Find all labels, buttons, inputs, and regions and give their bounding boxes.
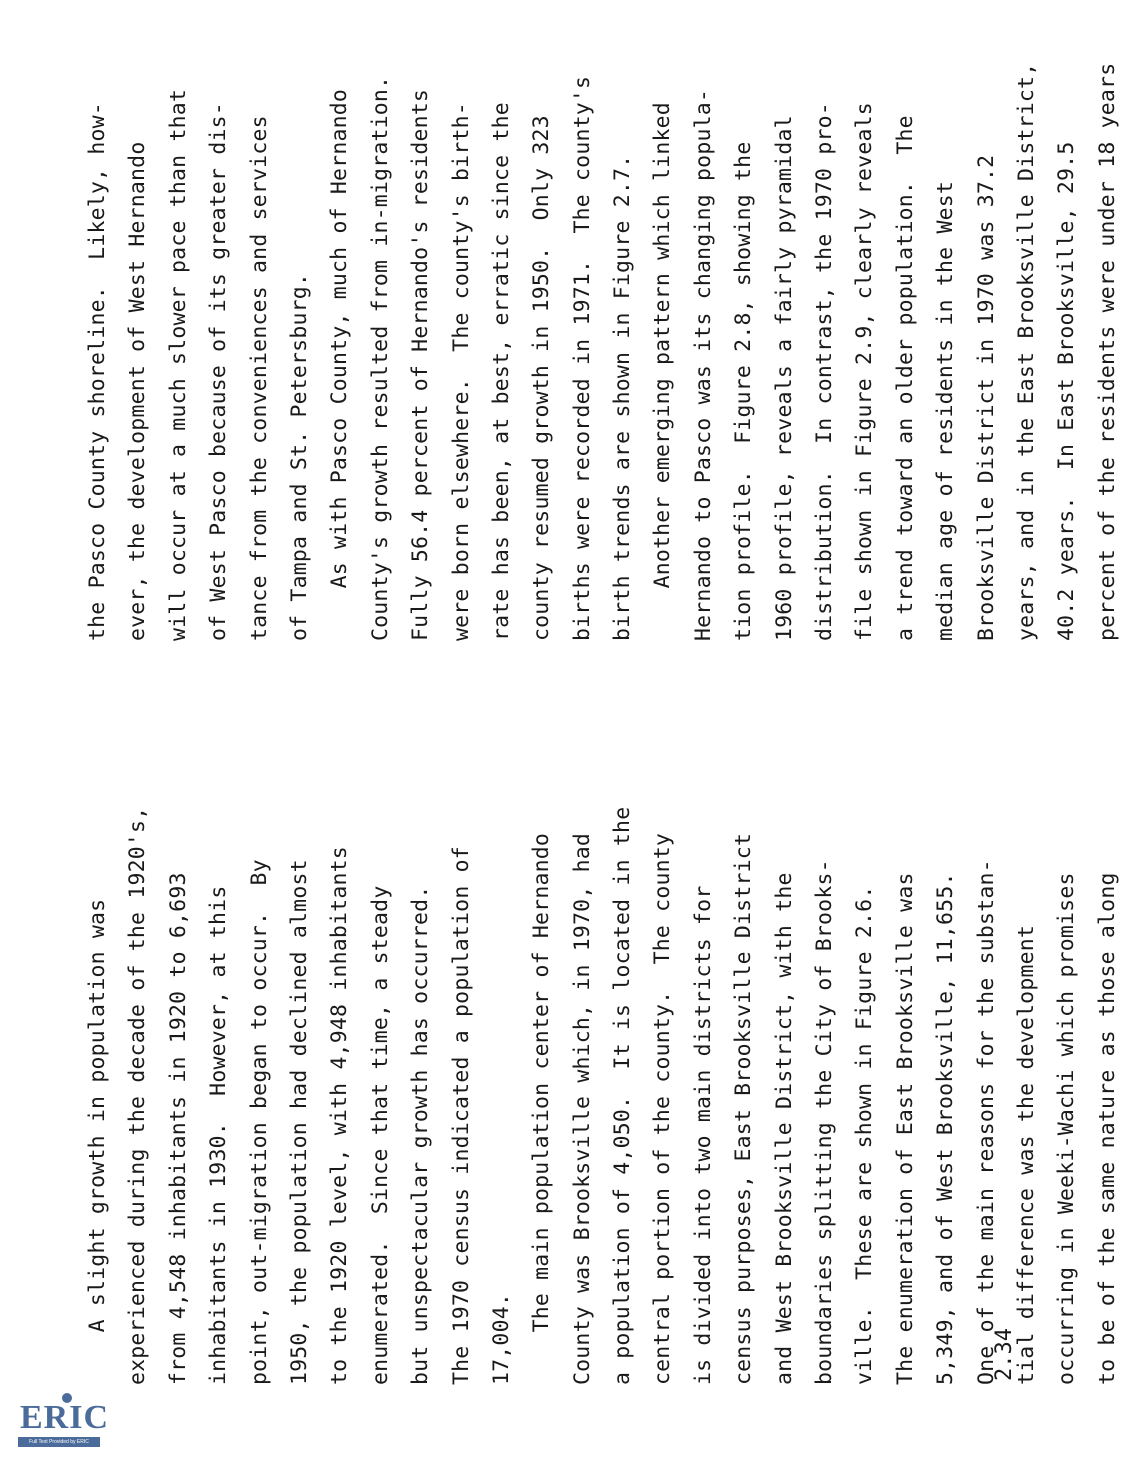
text-line: years, and in the East Brooksville District, bbox=[1013, 62, 1039, 641]
text-line: enumerated. Since that time, a steady bbox=[367, 885, 393, 1385]
text-line: ville. These are shown in Figure 2.6. bbox=[852, 885, 878, 1385]
text-line: were born elsewhere. The county's birth- bbox=[448, 102, 474, 641]
text-line: tion profile. Figure 2.8, showing the bbox=[731, 141, 757, 641]
right-text-column bbox=[78, 63, 1122, 641]
text-line: of Tampa and St. Petersburg. bbox=[286, 272, 312, 641]
text-line: 1960 profile, reveals a fairly pyramidal bbox=[771, 115, 797, 641]
page-number: 2.34 bbox=[992, 1328, 1017, 1381]
text-line: boundaries splitting the City of Brooks- bbox=[812, 859, 838, 1385]
text-line: birth trends are shown in Figure 2.7. bbox=[610, 154, 636, 641]
text-line: As with Pasco County, much of Hernando bbox=[327, 88, 353, 641]
text-line: point, out-migration began to occur. By bbox=[246, 859, 272, 1385]
text-line: county resumed growth in 1950. Only 323 bbox=[529, 115, 555, 641]
text-line: rate has been, at best, erratic since the bbox=[488, 102, 514, 641]
eric-logo-tagline: Full Text Provided by ERIC bbox=[18, 1437, 100, 1447]
text-line: 5,349, and of West Brooksville, 11,655. bbox=[933, 872, 959, 1385]
text-line: One of the main reasons for the substan- bbox=[973, 859, 999, 1385]
text-line: Another emerging pattern which linked bbox=[650, 102, 676, 641]
text-line: but unspectacular growth has occurred. bbox=[408, 885, 434, 1385]
text-line: 40.2 years. In East Brooksville, 29.5 bbox=[1054, 141, 1080, 641]
text-line: births were recorded in 1971. The county's bbox=[569, 75, 595, 641]
text-line: Brooksville District in 1970 was 37.2 bbox=[973, 154, 999, 641]
text-line: census purposes, East Brooksville District bbox=[731, 832, 757, 1385]
text-line: is divided into two main districts for bbox=[690, 885, 716, 1385]
left-text-column bbox=[78, 807, 1122, 1385]
text-line: will occur at a much slower pace than that bbox=[165, 88, 191, 641]
text-line: Fully 56.4 percent of Hernando's residents bbox=[408, 88, 434, 641]
text-line: ever, the development of West Hernando bbox=[125, 141, 151, 641]
text-line: tance from the conveniences and services bbox=[246, 115, 272, 641]
text-line: 17,004. bbox=[488, 1292, 514, 1385]
text-line: 1950, the population had declined almost bbox=[286, 859, 312, 1385]
text-line: Hernando to Pasco was its changing popula- bbox=[690, 88, 716, 641]
text-line: a trend toward an older population. The bbox=[892, 115, 918, 641]
text-line: from 4,548 inhabitants in 1920 to 6,693 bbox=[165, 872, 191, 1385]
text-line: and West Brooksville District, with the bbox=[771, 872, 797, 1385]
text-line: median age of residents in the West bbox=[933, 180, 959, 641]
text-line: The 1970 census indicated a population of bbox=[448, 846, 474, 1385]
text-line: tial difference was the development bbox=[1013, 924, 1039, 1385]
text-line: distribution. In contrast, the 1970 pro- bbox=[812, 102, 838, 641]
text-line: The main population center of Hernando bbox=[529, 832, 555, 1385]
text-line: to be of the same nature as those along bbox=[1094, 872, 1120, 1385]
text-line: A slight growth in population was bbox=[85, 898, 110, 1385]
text-line: experienced during the decade of the 1920's, bbox=[125, 806, 151, 1385]
eric-logo-word: ERIC bbox=[20, 1399, 110, 1436]
text-line: County's growth resulted from in-migration. bbox=[367, 75, 393, 641]
text-line: County was Brooksville which, in 1970, had bbox=[569, 832, 595, 1385]
text-line: of West Pasco because of its greater dis- bbox=[206, 102, 232, 641]
eric-logo bbox=[14, 1393, 110, 1451]
text-line: inhabitants in 1930. However, at this bbox=[206, 885, 232, 1385]
text-line: to the 1920 level, with 4,948 inhabitants bbox=[327, 846, 353, 1385]
text-line: occurring in Weeki-Wachi which promises bbox=[1054, 872, 1080, 1385]
text-line: the Pasco County shoreline. Likely, how- bbox=[85, 102, 110, 641]
text-line: The enumeration of East Brooksville was bbox=[892, 872, 918, 1385]
text-line: percent of the residents were under 18 years bbox=[1094, 62, 1120, 641]
text-line: a population of 4,050. It is located in the bbox=[610, 806, 636, 1385]
text-line: file shown in Figure 2.9, clearly reveals bbox=[852, 102, 878, 641]
text-line: central portion of the county. The county bbox=[650, 832, 676, 1385]
